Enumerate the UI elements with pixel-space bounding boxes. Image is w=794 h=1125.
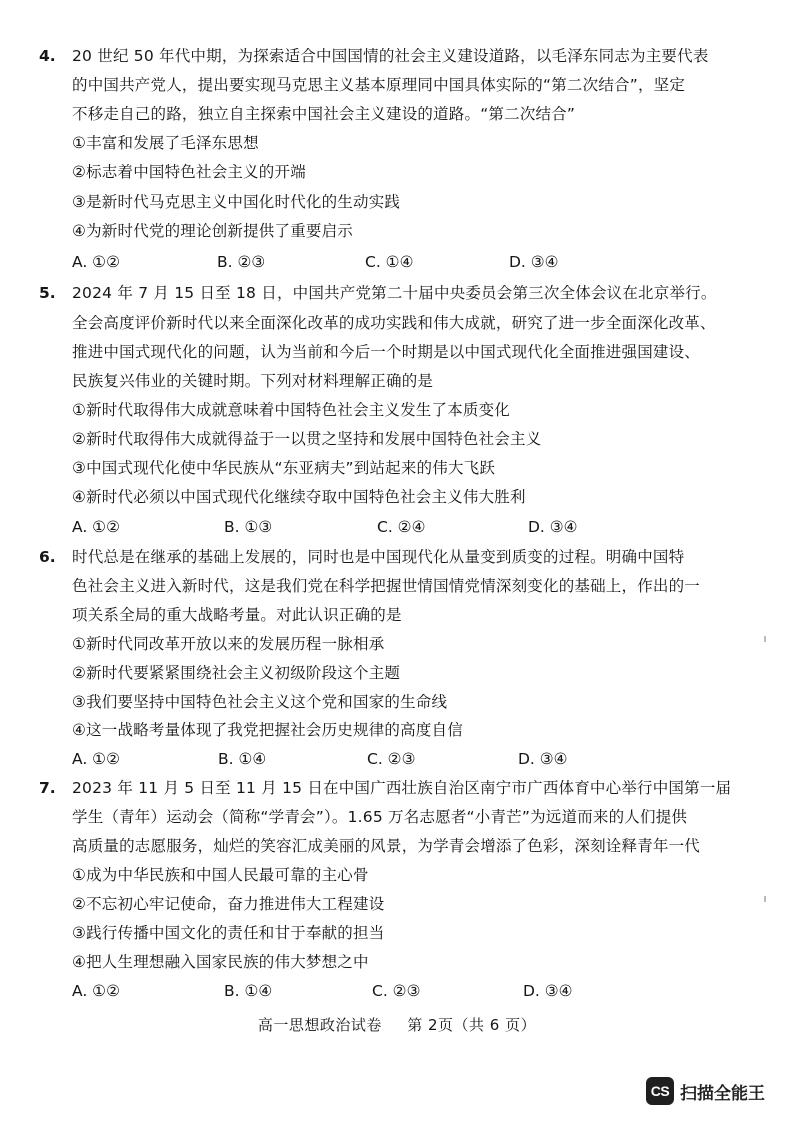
question-stem-line: 项关系全局的重大战略考量。对此认识正确的是: [72, 606, 402, 624]
statement-item: ④把人生理想融入国家民族的伟大梦想之中: [72, 953, 369, 971]
question-stem-line: 2024 年 7 月 15 日至 18 日，中国共产党第二十届中央委员会第三次全体会议在北京举行。: [72, 284, 717, 302]
statement-item: ①新时代取得伟大成就意味着中国特色社会主义发生了本质变化: [72, 401, 510, 419]
statement-item: ③中国式现代化使中华民族从“东亚病夫”到站起来的伟大飞跃: [72, 459, 496, 477]
answer-options: [72, 749, 672, 769]
option-a: A. ①②: [72, 982, 120, 1000]
page-number: 第 2页（共 6 页）: [407, 1016, 537, 1034]
option-c: C. ①④: [365, 253, 414, 271]
statement-item: ③是新时代马克思主义中国化时代化的生动实践: [72, 193, 401, 211]
statement-item: ④为新时代党的理论创新提供了重要启示: [72, 222, 353, 240]
question-stem-line: 色社会主义进入新时代，这是我们党在科学把握世情国情党情深刻变化的基础上，作出的一: [72, 577, 701, 595]
question-number: 6.: [39, 548, 56, 566]
statement-item: ④这一战略考量体现了我党把握社会历史规律的高度自信: [72, 721, 463, 739]
exam-title: 高一思想政治试卷: [257, 1016, 382, 1034]
statement-item: ②新时代要紧紧围绕社会主义初级阶段这个主题: [72, 664, 401, 682]
option-a: A. ①②: [72, 750, 120, 768]
option-d: D. ③④: [523, 982, 573, 1000]
question-stem-line: 推进中国式现代化的问题，认为当前和今后一个时期是以中国式现代化全面推进强国建设、: [72, 343, 701, 361]
option-b: B. ②③: [217, 253, 266, 271]
answer-options: [72, 252, 672, 272]
question-stem-line: 20 世纪 50 年代中期，为探索适合中国国情的社会主义建设道路，以毛泽东同志为主要代表: [72, 47, 709, 65]
option-b: B. ①③: [224, 518, 273, 536]
statement-item: ④新时代必须以中国式现代化继续夺取中国特色社会主义伟大胜利: [72, 488, 526, 506]
page-footer: [0, 1015, 794, 1035]
option-c: C. ②④: [377, 518, 426, 536]
option-b: B. ①④: [224, 982, 273, 1000]
question-stem-line: 学生（青年）运动会（简称“学青会”）。1.65 万名志愿者“小青芒”为远道而来的人们提供: [72, 808, 688, 826]
question-stem-line: 的中国共产党人，提出要实现马克思主义基本原理同中国具体实际的“第二次结合”，坚定: [72, 76, 686, 94]
statement-item: ①丰富和发展了毛泽东思想: [72, 134, 259, 152]
question-stem-line: 2023 年 11 月 5 日至 11 月 15 日在中国广西壮族自治区南宁市广西体育中心举行中国第一届: [72, 779, 732, 797]
statement-item: ①成为中华民族和中国人民最可靠的主心骨: [72, 866, 369, 884]
question-number: 4.: [39, 47, 56, 65]
statement-item: ③我们要坚持中国特色社会主义这个党和国家的生命线: [72, 693, 448, 711]
question-number: 7.: [39, 779, 56, 797]
question-stem-line: 时代总是在继承的基础上发展的，同时也是中国现代化从量变到质变的过程。明确中国特: [72, 548, 685, 566]
scanner-watermark: [646, 1077, 765, 1105]
question-number: 5.: [39, 284, 56, 302]
question-stem-line: 民族复兴伟业的关键时期。下列对材料理解正确的是: [72, 372, 434, 390]
statement-item: ②不忘初心牢记使命，奋力推进伟大工程建设: [72, 895, 385, 913]
option-a: A. ①②: [72, 518, 120, 536]
statement-item: ②新时代取得伟大成就得益于一以贯之坚持和发展中国特色社会主义: [72, 430, 542, 448]
camscanner-logo-icon: CS: [646, 1077, 674, 1105]
option-d: D. ③④: [528, 518, 578, 536]
option-c: C. ②③: [367, 750, 416, 768]
option-b: B. ①④: [218, 750, 267, 768]
answer-options: [72, 981, 672, 1001]
answer-options: [72, 517, 672, 537]
statement-item: ②标志着中国特色社会主义的开端: [72, 163, 306, 181]
option-d: D. ③④: [518, 750, 568, 768]
scan-mark: [764, 636, 766, 642]
question-stem-line: 全会高度评价新时代以来全面深化改革的成功实践和伟大成就，研究了进一步全面深化改革、: [72, 314, 716, 332]
question-stem-line: 高质量的志愿服务，灿烂的笑容汇成美丽的风景，为学青会增添了色彩，深刻诠释青年一代: [72, 837, 701, 855]
option-a: A. ①②: [72, 253, 120, 271]
watermark-label: 扫描全能王: [680, 1083, 765, 1104]
option-d: D. ③④: [509, 253, 559, 271]
option-c: C. ②③: [372, 982, 421, 1000]
question-stem-line: 不移走自己的路，独立自主探索中国社会主义建设的道路。“第二次结合”: [72, 105, 576, 123]
scan-mark: [764, 896, 766, 902]
statement-item: ①新时代同改革开放以来的发展历程一脉相承: [72, 635, 385, 653]
statement-item: ③践行传播中国文化的责任和甘于奉献的担当: [72, 924, 385, 942]
